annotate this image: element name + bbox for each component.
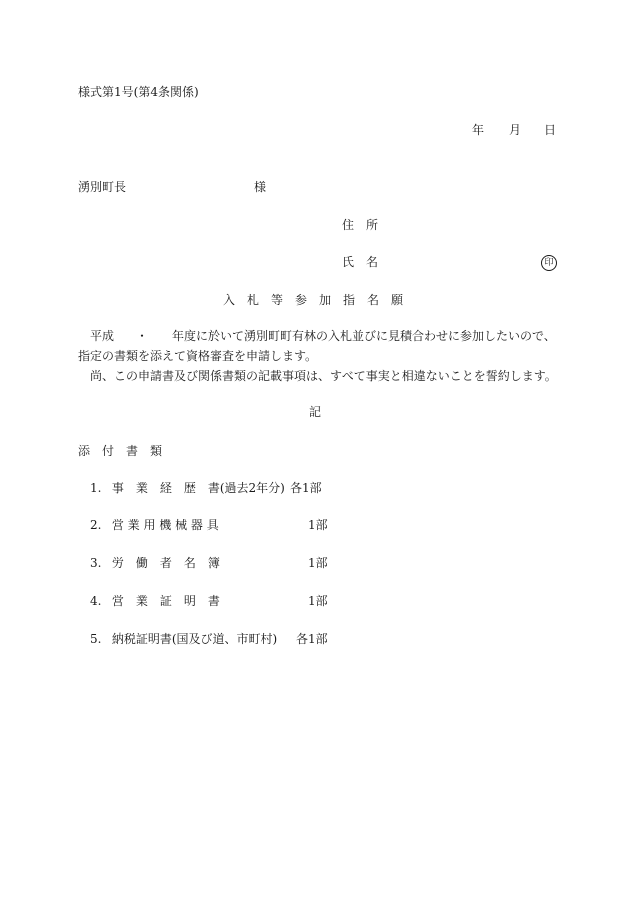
item-quantity: 各1部 bbox=[290, 481, 322, 495]
date-day: 日 bbox=[544, 123, 557, 137]
item-quantity: 1部 bbox=[308, 556, 328, 570]
body-line-3: 尚、この申請書及び関係書類の記載事項は、すべて事実と相違ないことを誓約します。 bbox=[90, 369, 557, 383]
list-item bbox=[90, 518, 328, 532]
item-quantity: 各1部 bbox=[296, 632, 328, 646]
name-label: 氏 名 bbox=[342, 255, 379, 269]
body-line-1-rest: 年度に於いて湧別町町有林の入札並びに見積合わせに参加したいので、 bbox=[172, 329, 556, 343]
item-number: 3. bbox=[90, 556, 102, 570]
addressee-honorific: 様 bbox=[254, 180, 267, 194]
list-item bbox=[90, 632, 328, 646]
item-number: 5. bbox=[90, 632, 102, 646]
item-name: 事 業 経 歴 書(過去2年分) bbox=[111, 481, 285, 495]
seal-mark bbox=[541, 255, 557, 271]
era-label: 平成 bbox=[90, 329, 115, 343]
item-number: 1. bbox=[90, 481, 102, 495]
item-quantity: 1部 bbox=[308, 518, 328, 532]
item-quantity: 1部 bbox=[308, 594, 328, 608]
body-line-1 bbox=[90, 330, 556, 342]
item-name: 労 働 者 名 簿 bbox=[111, 556, 220, 570]
body-line-2: 指定の書類を添えて資格審査を申請します。 bbox=[78, 349, 318, 363]
addressee-name: 湧別町長 bbox=[78, 180, 127, 194]
seal-icon: 印 bbox=[541, 255, 557, 271]
document-title: 入 札 等 参 加 指 名 願 bbox=[223, 293, 404, 307]
item-number: 2. bbox=[90, 518, 102, 532]
form-number: 様式第1号(第4条関係) bbox=[78, 85, 199, 99]
item-number: 4. bbox=[90, 594, 102, 608]
date-year: 年 bbox=[472, 123, 485, 137]
address-label: 住 所 bbox=[342, 218, 379, 232]
date-month: 月 bbox=[509, 123, 522, 137]
list-item bbox=[90, 556, 328, 570]
item-name: 営 業 用 機 械 器 具 bbox=[111, 518, 219, 532]
attachments-heading: 添 付 書 類 bbox=[78, 444, 163, 458]
list-item bbox=[90, 481, 322, 495]
era-dot: ・ bbox=[136, 329, 149, 343]
list-item bbox=[90, 594, 328, 608]
item-name: 営 業 証 明 書 bbox=[111, 594, 220, 608]
item-name: 納税証明書(国及び道、市町村) bbox=[111, 632, 278, 646]
ki-mark: 記 bbox=[309, 405, 322, 419]
